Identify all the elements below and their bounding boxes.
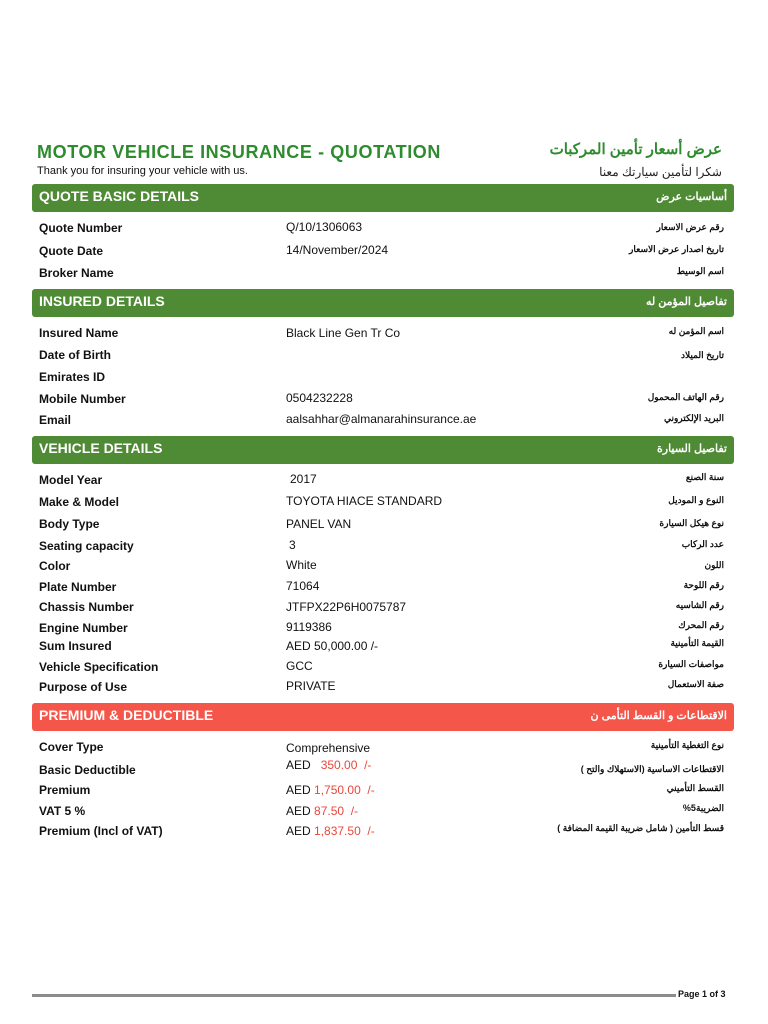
field-label-arabic: الضريبة5%	[682, 803, 724, 813]
section-title-arabic: تفاصيل السيارة	[657, 443, 727, 455]
amount: 1,750.00	[314, 783, 361, 797]
field-label: Cover Type	[39, 740, 104, 754]
field-label: VAT 5 %	[39, 804, 86, 818]
amount-value	[286, 804, 358, 818]
field-label: Model Year	[39, 473, 103, 487]
field-label-arabic: اللون	[704, 560, 724, 570]
section-title-arabic: الاقتطاعات و القسط التأمى ن	[590, 710, 727, 722]
section-header-premium-deductible	[32, 703, 734, 731]
field-value: GCC	[286, 659, 313, 673]
field-label-arabic: نوع هيكل السيارة	[659, 518, 724, 528]
field-label: Insured Name	[39, 326, 119, 340]
field-value: 9119386	[286, 620, 332, 634]
field-label: Quote Date	[39, 244, 104, 258]
field-label-arabic: رقم عرض الاسعار	[656, 222, 724, 232]
field-label: Premium (Incl of VAT)	[39, 824, 163, 838]
field-label: Premium	[39, 783, 91, 797]
section-title-arabic: تفاصيل المؤمن له	[645, 296, 727, 308]
field-value: 3	[289, 538, 296, 552]
field-label-arabic: اسم المؤمن له	[668, 326, 724, 336]
section-title: INSURED DETAILS	[39, 293, 165, 309]
field-label-arabic: رقم المحرك	[678, 620, 724, 630]
field-label-arabic: رقم الهاتف المحمول	[647, 392, 724, 402]
amount-suffix: /-	[367, 824, 375, 838]
field-label-arabic: قسط التأمين ( شامل ضريبة القيمة المضافة )	[557, 823, 724, 833]
field-label: Emirates ID	[39, 370, 106, 384]
field-label: Chassis Number	[39, 600, 134, 614]
field-label: Plate Number	[39, 580, 117, 594]
document-title: MOTOR VEHICLE INSURANCE - QUOTATION	[37, 142, 442, 162]
amount-suffix: /-	[364, 758, 372, 772]
field-label: Broker Name	[39, 266, 114, 280]
field-label-arabic: القسط التأميني	[666, 783, 724, 793]
section-header-insured-details	[32, 289, 734, 317]
section-title: QUOTE BASIC DETAILS	[39, 188, 199, 204]
field-value: JTFPX22P6H0075787	[286, 600, 407, 614]
currency: AED	[286, 758, 311, 772]
field-value: AED 50,000.00 /-	[286, 639, 379, 653]
field-label: Quote Number	[39, 221, 123, 235]
field-label-arabic: البريد الإلكتروني	[663, 413, 724, 423]
currency: AED	[286, 804, 311, 818]
field-value: PRIVATE	[286, 679, 336, 693]
section-header-quote-basic-details	[32, 184, 734, 212]
field-label: Purpose of Use	[39, 680, 128, 694]
field-label-arabic: مواصفات السيارة	[658, 659, 724, 669]
field-value: Black Line Gen Tr Co	[286, 326, 401, 340]
field-value: White	[286, 558, 317, 572]
amount: 350.00	[320, 758, 358, 772]
amount: 1,837.50	[314, 824, 361, 838]
amount-value	[286, 783, 375, 797]
field-label-arabic: سنة الصنع	[685, 472, 724, 482]
amount-suffix: /-	[367, 783, 375, 797]
field-label-arabic: النوع و الموديل	[668, 495, 724, 505]
field-label: Date of Birth	[39, 348, 111, 362]
field-label-arabic: تاريخ الميلاد	[681, 350, 724, 360]
field-label-arabic: نوع التغطية التأمينية	[650, 740, 724, 750]
field-value: 71064	[286, 579, 320, 593]
field-label: Mobile Number	[39, 392, 126, 406]
field-label-arabic: تاريخ اصدار عرض الاسعار	[629, 244, 724, 254]
field-label: Engine Number	[39, 621, 128, 635]
field-value: 14/November/2024	[286, 243, 389, 257]
field-value: 2017	[290, 472, 317, 486]
document-subtitle-arabic: شكرا لتأمين سيارتك معنا	[599, 165, 722, 179]
field-label-arabic: عدد الركاب	[681, 539, 724, 549]
section-header-vehicle-details	[32, 436, 734, 464]
page-number: Page 1 of 3	[678, 989, 726, 999]
footer-divider	[32, 994, 676, 997]
amount-value	[286, 824, 375, 838]
field-value: TOYOTA HIACE STANDARD	[286, 494, 443, 508]
field-label-arabic: اسم الوسيط	[676, 266, 724, 276]
field-value: PANEL VAN	[286, 517, 352, 531]
field-label-arabic: صفة الاستعمال	[667, 679, 724, 689]
currency: AED	[286, 824, 311, 838]
section-title-arabic: أساسيات عرض	[656, 191, 727, 203]
amount: 87.50	[314, 804, 345, 818]
field-value: 0504232228	[286, 391, 353, 405]
field-label: Sum Insured	[39, 639, 112, 653]
field-label: Make & Model	[39, 495, 120, 509]
amount-suffix: /-	[350, 804, 359, 818]
field-value: Comprehensive	[286, 741, 371, 755]
field-label-arabic: القيمة التأمينية	[670, 638, 724, 648]
document-title-arabic: عرض أسعار تأمين المركبات	[549, 141, 722, 158]
field-label: Seating capacity	[39, 539, 134, 553]
amount-value	[286, 758, 371, 772]
currency: AED	[286, 783, 311, 797]
field-label-arabic: الاقتطاعات الاساسية (الاستهلاك والتح )	[580, 764, 724, 774]
field-value: aalsahhar@almanarahinsurance.ae	[286, 412, 477, 426]
field-label-arabic: رقم الشاسيه	[675, 600, 724, 610]
field-label: Basic Deductible	[39, 763, 136, 777]
field-label-arabic: رقم اللوحة	[683, 580, 724, 590]
field-label: Color	[39, 559, 71, 573]
field-label: Email	[39, 413, 72, 427]
section-title: PREMIUM & DEDUCTIBLE	[39, 707, 214, 723]
document-subtitle: Thank you for insuring your vehicle with us.	[37, 165, 248, 177]
field-label: Vehicle Specification	[39, 660, 159, 674]
field-label: Body Type	[39, 517, 100, 531]
field-value: Q/10/1306063	[286, 220, 363, 234]
section-title: VEHICLE DETAILS	[39, 440, 163, 456]
